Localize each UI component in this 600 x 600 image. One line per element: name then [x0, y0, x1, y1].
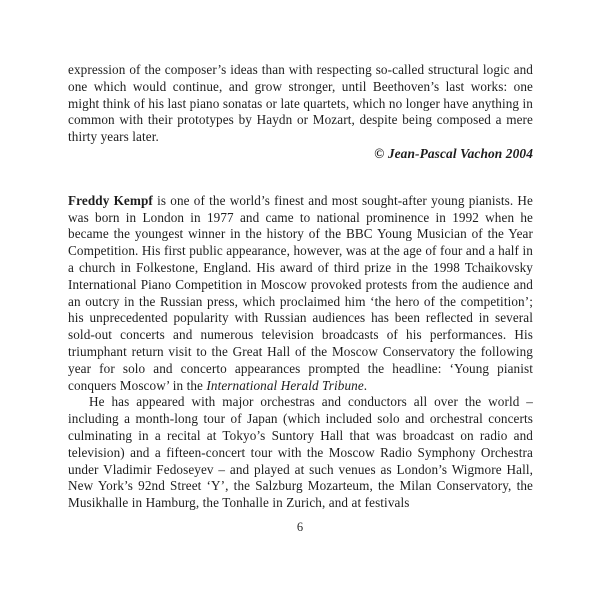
artist-name: Freddy Kempf — [68, 192, 153, 208]
publication-title: International Herald Tribune — [206, 377, 364, 393]
author-byline: © Jean-Pascal Vachon 2004 — [374, 145, 533, 161]
page-number: 6 — [296, 520, 304, 534]
bio-paragraph-tail: . — [363, 377, 368, 393]
bio-paragraph — [68, 193, 533, 395]
intro-paragraph: expression of the composer’s ideas than with respecting so-called structural logic and one which would continue, and grow stronger, until Beethoven’s last works: one might think of his last piano sonatas or late quartets, which no longer have anything in common with their prototypes by Haydn or Mozart, despite being composed a mere thirty years later. — [68, 62, 533, 145]
tour-paragraph: He has appeared with major orchestras and conductors all over the world – including a month-long tour of Japan (which included solo and orchestral concerts culminating in a recital at Tokyo’s Suntory Hall that was broadcast on radio and television) and a fifteen-concert tour with the Moscow Radio Symphony Orchestra under Vladimir Fedoseyev – and played at such venues as London’s Wigmore Hall, New York’s 92nd Street ‘Y’, the Salzburg Mozarteum, the Milan Conservatory, the Musikhalle in Hamburg, the Tonhalle in Zurich, and at festivals — [68, 394, 533, 511]
bio-paragraph-text: is one of the world’s finest and most sought-after young pianists. He was born in London in 1977 and came to national prominence in 1992 when he became the youngest winner in the history of the BBC Young Musician of the Year Competition. His first public appearance, however, was at the age of four and a half in a church in Folkestone, England. His award of third prize in the 1998 Tchaikovsky International Piano Competition in Moscow provoked protests from the audience and an outcry in the Russian press, which proclaimed him ‘the hero of the competition’; his unprecedented popularity with Russian audiences has been reflected in several sold-out concerts and numerous television broadcasts of his performances. His triumphant return visit to the Great Hall of the Moscow Conservatory the following year for solo and concerto appearances prompted the headline: ‘Young pianist conquers Moscow’ in the — [68, 192, 533, 393]
booklet-page — [68, 62, 533, 512]
